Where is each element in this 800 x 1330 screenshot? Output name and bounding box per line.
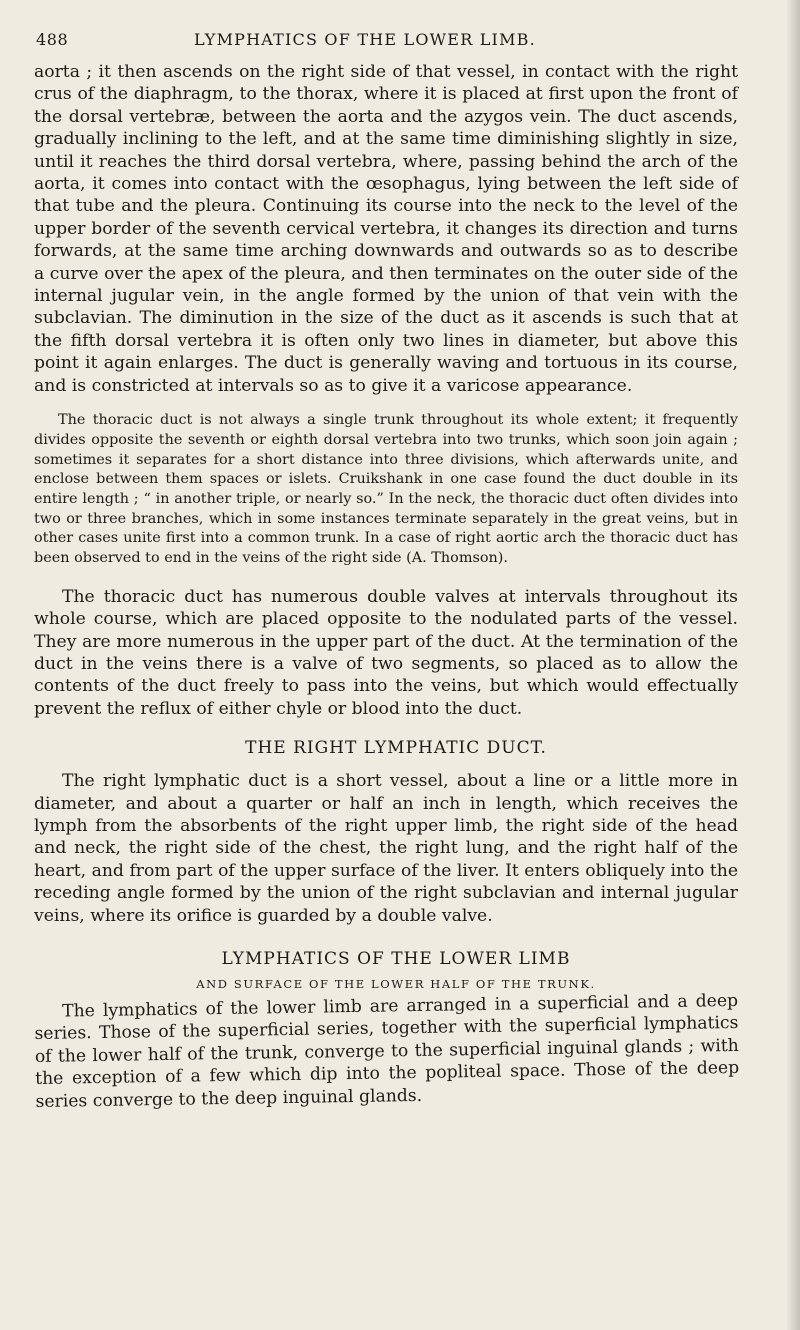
running-header [36, 30, 738, 49]
paragraph-thoracic-duct-valves: The thoracic duct has numerous double valves at intervals throughout its whole course, which are placed opposite to the nodulated parts of the vessel. They are more numerous in the upper part of the duct. At the termination of the duct in the veins there is a valve of two segments, so placed as to allow the contents of the duct freely to pass into the veins, but which would effectually prevent the reflux of either chyle or blood into the duct. [34, 586, 738, 719]
section-heading-right-lymphatic-duct: THE RIGHT LYMPHATIC DUCT. [245, 738, 547, 759]
section-heading-lower-limb: LYMPHATICS OF THE LOWER LIMB [221, 949, 571, 969]
skewed-text-block [34, 990, 740, 1113]
page-number: 488 [36, 30, 69, 49]
section-subheading-lower-trunk: AND SURFACE OF THE LOWER HALF OF THE TRUNK. [196, 977, 596, 991]
paragraph-lower-limb-lymphatics: The lymphatics of the lower limb are arranged in a superficial and a deep series. Those of the superficial series, together with the superficial lymphatics of the lower half of the trunk, converge to the superficial inguinal glands ; with the exception of a few which dip into the popliteal space. Those of the deep series converge to the deep inguinal glands. [34, 990, 740, 1112]
paragraph-thoracic-duct-course: aorta ; it then ascends on the right side of that vessel, in contact with the right crus of the diaphragm, to the thorax, where it is placed at first upon the front of the dorsal vertebræ, between the aorta and the azygos vein. The duct ascends, gradually inclining to the left, and at the same time diminishing slightly in size, until it reaches the third dorsal vertebra, where, passing behind the arch of the aorta, it comes into contact with the œsophagus, lying between the left side of that tube and the pleura. Continuing its course into the neck to the level of the upper border of the seventh cervical vertebra, it changes its direction and turns forwards, at the same time arching downwards and outwards so as to describe a curve over the apex of the pleura, and then terminates on the outer side of the internal jugular vein, in the angle formed by the union of that vein with the subclavian. The diminution in the size of the duct as it ascends is such that at the fifth dorsal vertebra it is often only two lines in diameter, but above this point it again enlarges. The duct is generally waving and tortuous in its course, and is constricted at intervals so as to give it a varicose appearance. [34, 62, 738, 396]
page-edge-shadow [786, 0, 800, 1330]
paragraph-right-lymphatic-duct: The right lymphatic duct is a short vessel, about a line or a little more in diameter, and about a quarter or half an inch in length, which receives the lymph from the absorbents of the right upper limb, the right side of the head and neck, the right side of the chest, the right lung, and the right half of the heart, and from part of the upper surface of the liver. It enters obliquely into the receding angle formed by the union of the right subclavian and internal jugular veins, where its orifice is guarded by a double valve. [34, 771, 738, 926]
paragraph-thoracic-duct-variations: The thoracic duct is not always a single trunk throughout its whole extent; it frequently divides opposite the seventh or eighth dorsal vertebra into two trunks, which soon join again ; sometimes it separates for a short distance into three divisions, which afterwards unite, and enclose between them spaces or islets. Cruikshank in one case found the duct double in its entire length ; “ in another triple, or nearly so.” In the neck, the thoracic duct often divides into two or three branches, which in some instances terminate separately in the great veins, but in other cases unite first into a common trunk. In a case of right aortic arch the thoracic duct has been observed to end in the veins of the right side (A. Thomson). [34, 412, 738, 567]
running-title: LYMPHATICS OF THE LOWER LIMB. [194, 30, 536, 49]
